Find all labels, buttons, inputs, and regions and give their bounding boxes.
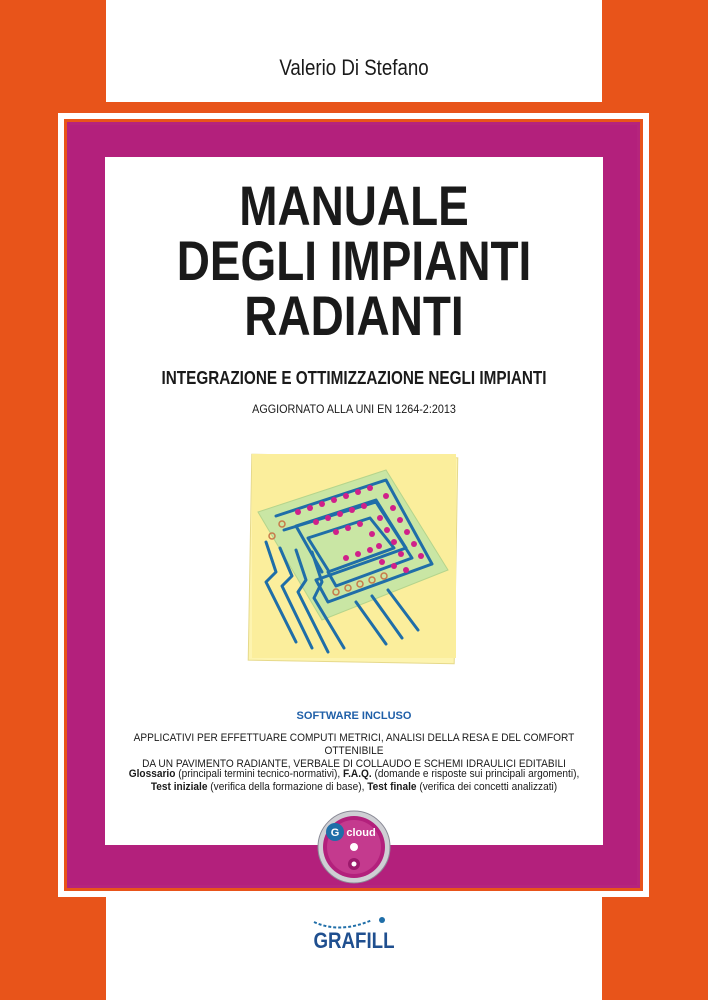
faq-label: F.A.Q. <box>343 768 372 780</box>
software-description-line-2: DA UN PAVIMENTO RADIANTE, VERBALE DI COLLAUDO E SCHEMI IDRAULICI EDITABILI <box>142 758 566 770</box>
svg-text:G: G <box>330 827 340 839</box>
cloud-badge-label: cloud <box>346 827 376 839</box>
book-title-line-1: MANUALE <box>239 174 469 237</box>
extras-description <box>125 768 583 794</box>
software-description <box>125 732 583 771</box>
software-description-line-1: APPLICATIVI PER EFFETTUARE COMPUTI METRICI, ANALISI DELLA RESA E DEL COMFORT OTTENIBILE <box>133 732 575 757</box>
book-title-line-2: DEGLI IMPIANTI <box>176 229 532 292</box>
edition-note: AGGIORNATO ALLA UNI EN 1264-2:2013 <box>252 402 456 416</box>
book-subtitle: INTEGRAZIONE E OTTIMIZZAZIONE NEGLI IMPIANTI <box>161 368 547 388</box>
test-finale-desc: (verifica dei concetti analizzati) <box>416 781 558 793</box>
floor-heating-illustration <box>236 452 470 666</box>
publisher-name: GRAFILL <box>313 928 395 953</box>
author-name: Valerio Di Stefano <box>279 55 429 80</box>
test-iniziale-desc: (verifica della formazione di base), <box>207 781 368 793</box>
faq-desc: (domande e risposte sui principali argomenti), <box>371 768 580 780</box>
test-iniziale-label: Test iniziale <box>150 781 208 793</box>
software-heading: SOFTWARE INCLUSO <box>296 710 412 722</box>
glossario-desc: (principali termini tecnico-normativi), <box>175 768 344 780</box>
test-finale-label: Test finale <box>367 781 417 793</box>
book-title-line-3: RADIANTI <box>244 284 464 347</box>
glossario-label: Glossario <box>128 768 176 780</box>
cloud-badge-icon <box>317 810 391 884</box>
top-white-strip <box>106 0 602 102</box>
